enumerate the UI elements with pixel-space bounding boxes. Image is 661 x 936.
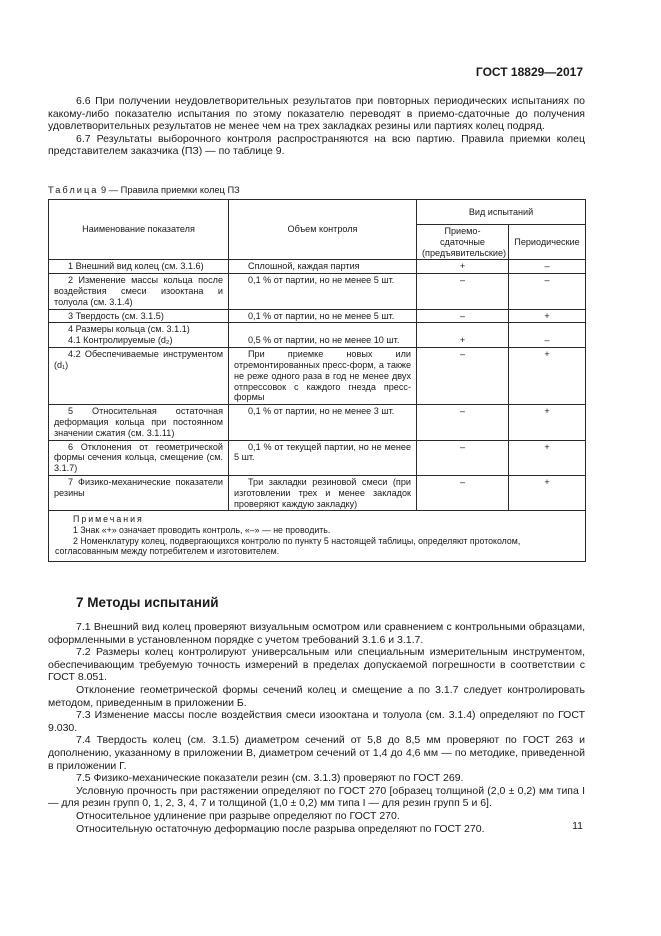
table-caption-text: 9 — Правила приемки колец ПЗ [101,185,240,195]
row-periodic: + [509,440,586,475]
row-name: 3 Твердость (см. 3.1.5) [49,309,229,323]
header-name: Наименование показателя [49,200,229,260]
paragraph: Отклонение геометрической формы сечений колец и смещение а по 3.1.7 следует контролировать методом, приведенным в приложении Б. [48,683,585,709]
paragraph-6-6: 6.6 При получении неудовлетворительных результатов при повторных периодических испытаниях по какому-либо показателю испытания по этому показателю переводят в приемо-сдаточные до получения удовлетворительных результатов не менее чем на трех закладках резины или партиях колец подряд. [48,95,585,133]
row-name: 1 Внешний вид колец (см. 3.1.6) [49,260,229,274]
paragraph: 7.3 Изменение массы после воздействия смеси изооктана и толуола (см. 3.1.4) определяют по ГОСТ 9.030. [48,709,585,734]
row-accept [417,323,509,348]
row-name: 4.2 Обеспечиваемые инструментом (d₁) [49,348,229,405]
row-volume: 0,1 % от текущей партии, но не менее 5 шт. [229,440,417,475]
row-volume: 0,1 % от партии, но не менее 5 шт. [229,274,417,309]
table-row [49,323,586,348]
section-7-paragraphs [48,621,585,835]
row-name: 2 Изменение массы кольца после воздействия смеси изооктана и толуола (см. 3.1.4) [49,274,229,309]
paragraph: Относительную остаточную деформацию после разрыва определяют по ГОСТ 270. [76,822,485,835]
row-periodic-line: – [544,335,550,346]
paragraph: 7.4 Твердость колец (см. 3.1.5) диаметром сечений от 5,8 до 8,5 мм проверяют по ГОСТ 263 и дополнению, указанному в приложении В, диаметром сечений от 1,4 до 4,6 мм — по методике, приведенной в приложении Г. [48,734,585,772]
table-caption [48,185,240,195]
paragraph: 7.5 Физико-механические показатели резин (см. 3.1.3) проверяют по ГОСТ 269. [76,772,464,785]
intro-paragraphs [48,95,585,158]
table-row [49,348,586,405]
row-name: 7 Физико-механические показатели резины [49,475,229,510]
row-accept: – [417,440,509,475]
row-name: 5 Относительная остаточная деформация кольца при постоянном значении сжатия (см. 3.1.11) [49,405,229,440]
header-tests: Вид испытаний [417,200,586,225]
row-name [49,323,229,348]
notes-title: Примечания [73,514,144,525]
row-accept-line: + [459,335,466,346]
paragraph: 7.2 Размеры колец контролируют универсальным или специальным измерительным инструментом, обеспечивающим требуемую точность измерений в пределах допускаемой погрешности в соответствии с ГОСТ 8.051. [48,646,585,684]
paragraph: 7.1 Внешний вид колец проверяют визуальным осмотром или сравнением с контрольными образцами, оформленными в установленном порядке с учетом требований 3.1.6 и 3.1.7. [48,621,585,646]
row-accept: – [417,348,509,405]
table-row [49,309,586,323]
table-row [49,440,586,475]
row-volume: Три закладки резиновой смеси (при изготовлении трех и менее закладок проверяют каждую закладку) [229,475,417,510]
row-periodic: – [509,274,586,309]
row-volume: 0,1 % от партии, но не менее 5 шт. [229,309,417,323]
header-periodic: Периодические [509,225,586,260]
row-accept: – [417,309,509,323]
table-notes-row [49,511,586,561]
row-accept-line [422,324,503,335]
row-accept: – [417,475,509,510]
table-row [49,405,586,440]
row-periodic: + [509,405,586,440]
paragraph: Условную прочность при растяжении определяют по ГОСТ 270 [образец толщиной (2,0 ± 0,2) мм типа I — для резин групп 0, 1, 2, 3, 4, 7 и толщиной (1,0 ± 0,2) мм типа I — для резин групп 5 и 6]. [48,784,585,810]
row-volume-line [234,324,411,335]
row-accept: – [417,405,509,440]
table-row [49,475,586,510]
row-volume [229,323,417,348]
row-periodic: + [509,309,586,323]
paragraph-6-7: 6.7 Результаты выборочного контроля распространяются на всю партию. Правила приемки колец представителем заказчика (ПЗ) — по таблице 9. [48,132,585,158]
row-periodic: + [509,475,586,510]
note-item: 1 Знак «+» означает проводить контроль, «–» — не проводить. [73,524,331,535]
table-row [49,260,586,274]
header-volume: Объем контроля [229,200,417,260]
row-periodic: – [509,260,586,274]
note-item: 2 Номенклатуру колец, подвергающихся контролю по пункту 5 настоящей таблицы, определяют протоколом, согласованным между потребителем и изготовителем. [55,535,521,557]
paragraph: Относительное удлинение при разрыве определяют по ГОСТ 270. [76,809,400,822]
row-periodic [509,323,586,348]
document-header: ГОСТ 18829—2017 [475,65,583,79]
row-volume: Сплошной, каждая партия [229,260,417,274]
acceptance-rules-table [48,199,586,562]
row-periodic: + [509,348,586,405]
row-volume: При приемке новых или отремонтированных пресс-форм, а также не реже одного раза в год не менее двух отпрессовок с каждого гнезда пресс-формы [229,348,417,405]
row-accept: – [417,274,509,309]
row-name-line: 4 Размеры кольца (см. 3.1.1) [68,324,190,335]
table-notes [49,511,586,561]
header-accept: Приемо-сдаточные (предъявительские) [417,225,509,260]
page-number: 11 [572,820,583,832]
table-caption-word: Таблица [48,185,99,195]
row-periodic-line [514,324,580,335]
row-name-line: 4.1 Контролируемые (d₂) [68,335,173,346]
section-title: 7 Методы испытаний [76,595,219,610]
row-name: 6 Отклонения от геометрической формы сечения кольца, смещение (см. 3.1.7) [49,440,229,475]
row-accept: + [417,260,509,274]
row-volume-line: 0,5 % от партии, но не менее 10 шт. [248,335,400,346]
row-volume: 0,1 % от партии, но не менее 3 шт. [229,405,417,440]
table-header-row [49,200,586,225]
table-row [49,274,586,309]
